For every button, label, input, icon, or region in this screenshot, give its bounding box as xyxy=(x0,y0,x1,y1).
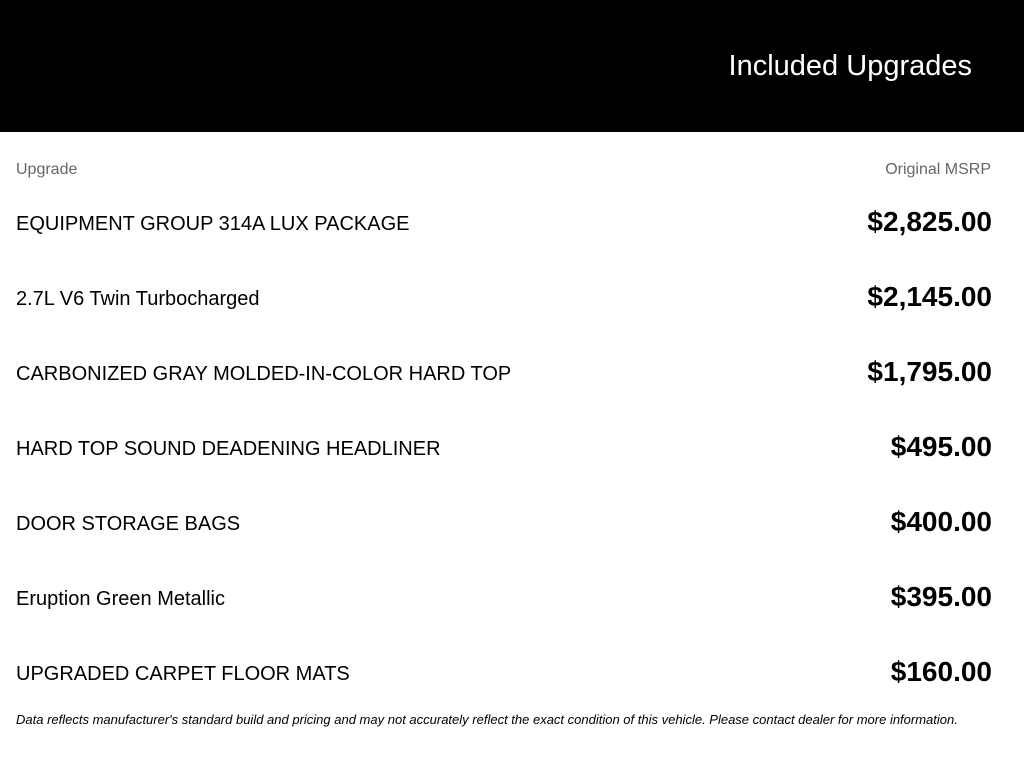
table-row xyxy=(0,352,1024,392)
table-row xyxy=(0,502,1024,542)
header-banner xyxy=(0,0,1024,132)
upgrade-name: DOOR STORAGE BAGS xyxy=(16,513,241,535)
upgrade-price: $395.00 xyxy=(890,581,992,612)
page-title: Included Upgrades xyxy=(728,50,972,82)
upgrade-price: $495.00 xyxy=(890,431,992,462)
table-row xyxy=(0,427,1024,467)
disclaimer-text: Data reflects manufacturer's standard build and pricing and may not accurately reflect the exact condition of this vehicle. Please contact dealer for more information. xyxy=(16,712,958,727)
upgrade-price: $400.00 xyxy=(890,506,992,537)
upgrade-price: $1,795.00 xyxy=(867,356,992,387)
column-header-upgrade: Upgrade xyxy=(16,161,78,178)
upgrade-name: CARBONIZED GRAY MOLDED-IN-COLOR HARD TOP xyxy=(16,363,512,385)
table-row xyxy=(0,202,1024,242)
table-row xyxy=(0,652,1024,692)
upgrade-name: 2.7L V6 Twin Turbocharged xyxy=(16,288,260,310)
upgrade-name: HARD TOP SOUND DEADENING HEADLINER xyxy=(16,438,441,460)
upgrade-name: EQUIPMENT GROUP 314A LUX PACKAGE xyxy=(16,213,410,235)
table-row xyxy=(0,577,1024,617)
upgrade-price: $2,145.00 xyxy=(867,281,992,312)
upgrade-name: UPGRADED CARPET FLOOR MATS xyxy=(16,663,350,685)
upgrade-price: $2,825.00 xyxy=(867,206,992,237)
upgrade-name: Eruption Green Metallic xyxy=(16,588,225,610)
upgrade-price: $160.00 xyxy=(890,656,992,687)
column-header-msrp: Original MSRP xyxy=(885,161,991,178)
table-row xyxy=(0,277,1024,317)
